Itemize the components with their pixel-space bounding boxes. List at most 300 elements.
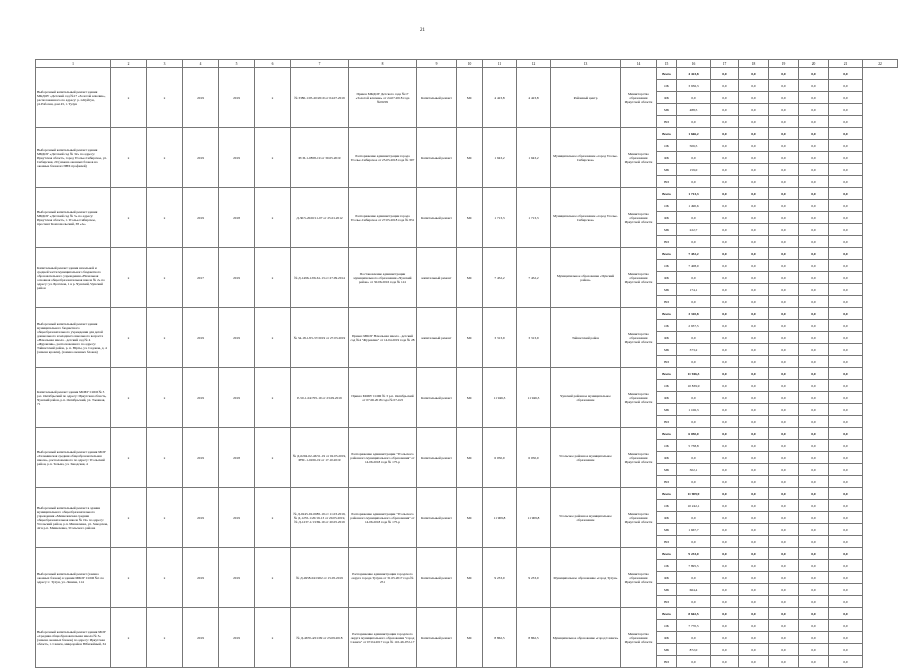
table-cell: Постановление администрации муниципального образования «Чунский район» от 30.06.2016 года № 141	[349, 248, 417, 308]
funding-source-label: МБ	[657, 404, 677, 416]
funding-value: 0,0	[711, 536, 739, 548]
table-cell: х	[147, 428, 183, 488]
table-cell: х	[111, 188, 147, 248]
table-cell: № 3380-1/05-20/2019 от 04.07.2019	[291, 68, 349, 128]
funding-value: 0,0	[799, 212, 829, 224]
column-number: 16	[677, 60, 711, 68]
column-number: 3	[147, 60, 183, 68]
funding-value: 0,0	[769, 116, 799, 128]
funding-value: 0,0	[739, 380, 769, 392]
funding-value: 7 408,0	[677, 260, 711, 272]
funding-value: 0,0	[711, 548, 739, 560]
funding-value: 0,0	[829, 584, 863, 596]
funding-value: 0,0	[739, 188, 769, 200]
funding-value: 0,0	[799, 524, 829, 536]
funding-value: 0,0	[711, 392, 739, 404]
table-cell: Усольское районное муниципальное образование	[551, 428, 621, 488]
table-cell: Министерство образования Иркутской области	[621, 368, 657, 428]
funding-value: 0,0	[799, 152, 829, 164]
funding-value: 0,0	[829, 332, 863, 344]
funding-value: 0,0	[799, 200, 829, 212]
funding-value: 0,0	[711, 632, 739, 644]
funding-value: 0,0	[677, 356, 711, 368]
funding-value: 0,0	[799, 584, 829, 596]
table-cell: капитальный ремонт	[417, 248, 457, 308]
funding-source-label: МБ	[657, 584, 677, 596]
funding-value: 0,0	[739, 80, 769, 92]
funding-value: 3 310,8	[677, 308, 711, 320]
funding-value: 0,0	[677, 596, 711, 608]
funding-value: 0,0	[739, 68, 769, 80]
table-cell: капитальный ремонт	[417, 308, 457, 368]
funding-value: 0,0	[711, 584, 739, 596]
table-cell: х	[111, 128, 147, 188]
funding-source-label: ОБ	[657, 560, 677, 572]
table-cell: Министерство образования Иркутской области	[621, 428, 657, 488]
funding-source-label: Всего	[657, 608, 677, 620]
funding-value: 6 050,0	[677, 428, 711, 440]
table-cell: Капитальный ремонт	[417, 188, 457, 248]
funding-value: 0,0	[739, 536, 769, 548]
funding-value: 0,0	[677, 452, 711, 464]
column-number: 9	[417, 60, 457, 68]
funding-source-label: Всего	[657, 248, 677, 260]
table-cell: МС	[457, 308, 483, 368]
funding-value: 0,0	[829, 524, 863, 536]
funding-value: 0,0	[769, 308, 799, 320]
table-cell: х	[255, 308, 291, 368]
funding-source-label: ВИ	[657, 476, 677, 488]
funding-source-label: МБ	[657, 164, 677, 176]
funding-value: 0,0	[829, 512, 863, 524]
table-cell: 9 233,0	[483, 548, 517, 608]
table-cell: х	[255, 428, 291, 488]
table-cell: х	[111, 488, 147, 548]
funding-value: 0,0	[711, 212, 739, 224]
funding-value: 0,0	[711, 500, 739, 512]
funding-value: 174,1	[677, 284, 711, 296]
column-number: 6	[255, 60, 291, 68]
table-cell: Капитальный ремонт	[417, 608, 457, 668]
funding-value: 0,0	[739, 656, 769, 668]
table-cell: х	[147, 128, 183, 188]
funding-source-label: ОБ	[657, 500, 677, 512]
funding-value: 7 895,5	[677, 560, 711, 572]
funding-value: 0,0	[739, 308, 769, 320]
column-number: 22	[863, 60, 898, 68]
funding-value: 8 662,5	[677, 608, 711, 620]
table-cell: х	[111, 428, 147, 488]
funding-value: 0,0	[829, 404, 863, 416]
table-cell: х	[255, 548, 291, 608]
funding-value: 0,0	[769, 68, 799, 80]
funding-source-label: МБ	[657, 644, 677, 656]
funding-value: 0,0	[739, 644, 769, 656]
table-cell: 2019	[183, 128, 219, 188]
funding-value: 0,0	[799, 656, 829, 668]
table-cell: 2019	[219, 368, 255, 428]
table-cell: Капитальный ремонт	[417, 548, 457, 608]
funding-value: 0,0	[739, 320, 769, 332]
funding-value: 0,0	[769, 440, 799, 452]
funding-value: 0,0	[829, 632, 863, 644]
table-cell: 6 050,0	[483, 428, 517, 488]
funding-value: 0,0	[769, 608, 799, 620]
funding-value: 0,0	[739, 464, 769, 476]
funding-value: 0,0	[711, 236, 739, 248]
funding-value: 0,0	[739, 140, 769, 152]
funding-value: 0,0	[711, 488, 739, 500]
funding-value: 0,0	[677, 632, 711, 644]
funding-value: 0,0	[739, 224, 769, 236]
funding-value: 664,4	[677, 584, 711, 596]
funding-value: 0,0	[799, 560, 829, 572]
table-row	[36, 188, 898, 200]
funding-value: 0,0	[739, 164, 769, 176]
table-cell: 11 909,8	[517, 488, 551, 548]
funding-value: 506,5	[677, 140, 711, 152]
funding-value: 7 770,5	[677, 620, 711, 632]
table-cell: 2019	[183, 308, 219, 368]
funding-value: 0,0	[711, 104, 739, 116]
table-cell: 1 713,3	[517, 188, 551, 248]
funding-value: 3 936,3	[677, 80, 711, 92]
table-cell: Капитальный ремонт	[417, 68, 457, 128]
column-number: 5	[219, 60, 255, 68]
funding-value: 0,0	[711, 200, 739, 212]
funding-value: 0,0	[829, 212, 863, 224]
funding-value: 0,0	[799, 344, 829, 356]
table-cell: х	[111, 608, 147, 668]
funding-value: 0,0	[769, 296, 799, 308]
funding-source-label: ОБ	[657, 260, 677, 272]
table-cell: Приказ МОБУ СОШ № 3 р.п. Октябрьский от 07.06.2018 года № 07-ОЛ	[349, 368, 417, 428]
table-cell: МС	[457, 548, 483, 608]
column-number-row	[36, 60, 898, 68]
funding-source-label: МБ	[657, 464, 677, 476]
table-cell: Министерство образования Иркутской области	[621, 188, 657, 248]
funding-source-label: ОБ	[657, 620, 677, 632]
funding-value: 0,0	[799, 116, 829, 128]
funding-value: 0,0	[739, 296, 769, 308]
funding-value: 0,0	[769, 248, 799, 260]
table-cell: х	[147, 548, 183, 608]
funding-value: 0,0	[799, 320, 829, 332]
table-cell: 11 946,3	[483, 368, 517, 428]
funding-value: 0,0	[711, 560, 739, 572]
table-row	[36, 428, 898, 440]
funding-value: 0,0	[799, 308, 829, 320]
table-cell: Министерство образования Иркутской области	[621, 68, 657, 128]
table-cell: Муниципальное образование «Чунский район»	[551, 248, 621, 308]
funding-source-label: ВИ	[657, 656, 677, 668]
funding-source-label: Всего	[657, 548, 677, 560]
funding-value: 0,0	[739, 416, 769, 428]
funding-value: 0,0	[711, 596, 739, 608]
funding-value: 0,0	[739, 284, 769, 296]
funding-source-label: ФБ	[657, 152, 677, 164]
funding-value: 0,0	[769, 572, 799, 584]
column-number: 15	[657, 60, 677, 68]
funding-value: 0,0	[739, 584, 769, 596]
column-number: 1	[36, 60, 111, 68]
funding-value: 0,0	[711, 224, 739, 236]
funding-source-label: ВИ	[657, 176, 677, 188]
funding-value: 0,0	[677, 236, 711, 248]
funding-value: 0,0	[829, 656, 863, 668]
table-cell: Капитальный ремонт	[417, 488, 457, 548]
funding-value: 0,0	[799, 356, 829, 368]
funding-value: 0,0	[829, 200, 863, 212]
table-cell: х	[255, 488, 291, 548]
funding-value: 0,0	[711, 332, 739, 344]
funding-value: 0,0	[799, 284, 829, 296]
table-cell: 8 862,5	[483, 608, 517, 668]
table-cell: Выборочный капитальный ремонт здания МКДОУ «Детский сад №17 «Золотой ключик», расположенного по адресу: р. п.Куйтун, ул.Рабочая, дом 45, г. Тулун	[36, 68, 111, 128]
funding-value: 0,0	[769, 464, 799, 476]
funding-source-label: ОБ	[657, 320, 677, 332]
funding-source-label: Всего	[657, 308, 677, 320]
funding-value: 0,0	[711, 656, 739, 668]
funding-value: 0,0	[799, 128, 829, 140]
funding-value: 0,0	[739, 272, 769, 284]
table-cell: 11 946,3	[517, 368, 551, 428]
funding-value: 0,0	[799, 488, 829, 500]
funding-value: 0,0	[799, 332, 829, 344]
table-cell: МС	[457, 488, 483, 548]
table-cell: Распоряжение администрации городского округа города Тулуна от 31.05.2017 года № 251	[349, 548, 417, 608]
funding-value: 0,0	[739, 428, 769, 440]
funding-value: 0,0	[829, 296, 863, 308]
table-cell: 1 943,2	[483, 128, 517, 188]
funding-value: 0,0	[829, 608, 863, 620]
funding-value: 0,0	[799, 368, 829, 380]
funding-value: 872,0	[677, 644, 711, 656]
funding-value: 0,0	[769, 368, 799, 380]
funding-value: 0,0	[769, 344, 799, 356]
funding-value: 0,0	[711, 512, 739, 524]
funding-value: 0,0	[711, 356, 739, 368]
table-cell: МС	[457, 68, 483, 128]
table-cell: № Д-0204-02-46/51-19 от 02.05.2019, РНС-1-0456-19 от 17.10.2019	[291, 428, 349, 488]
funding-source-label: МБ	[657, 524, 677, 536]
funding-value: 0,0	[769, 452, 799, 464]
table-cell: Д-30/5-2020/11-07 от 25.01.2012	[291, 188, 349, 248]
table-cell: МС	[457, 188, 483, 248]
table-cell: Чунский районное муниципальное образование	[551, 368, 621, 428]
funding-value: 0,0	[769, 392, 799, 404]
table-cell: 7 452,2	[517, 248, 551, 308]
funding-value: 0,0	[739, 524, 769, 536]
funding-value: 0,0	[829, 464, 863, 476]
funding-value: 0,0	[711, 296, 739, 308]
table-cell: Выборочный капитальный ремонт в здании муниципального общеобразовательного учреждения «Мишелевская средняя общеобразовательная школа № 19» по адресу: Усольский район, р.п. Мишелевка, ул. Заводская, 42 в р.п. Мишелевка, Усольского района	[36, 488, 111, 548]
funding-value: 0,0	[769, 476, 799, 488]
funding-value: 0,0	[799, 164, 829, 176]
funding-value: 0,0	[739, 572, 769, 584]
funding-source-label: ФБ	[657, 272, 677, 284]
funding-source-label: ФБ	[657, 392, 677, 404]
funding-value: 7 452,2	[677, 248, 711, 260]
funding-value: 0,0	[677, 296, 711, 308]
funding-value: 0,0	[769, 488, 799, 500]
funding-value: 0,0	[739, 116, 769, 128]
funding-value: 0,0	[829, 572, 863, 584]
funding-value: 0,0	[799, 512, 829, 524]
funding-value: 0,0	[799, 428, 829, 440]
table-cell: х	[111, 368, 147, 428]
funding-value: 0,0	[799, 92, 829, 104]
table-cell: Распоряжение администрации "Усольского районного муниципального образования" от 14.06.2018 года № 175-р	[349, 428, 417, 488]
funding-value: 0,0	[769, 380, 799, 392]
table-cell: 2019	[183, 428, 219, 488]
funding-source-label: ФБ	[657, 92, 677, 104]
column-number: 10	[457, 60, 483, 68]
funding-value: 0,0	[799, 392, 829, 404]
funding-value: 0,0	[769, 236, 799, 248]
table-cell: 3 313,9	[483, 308, 517, 368]
table-cell: РСП-1-0858-19 от 30.05.2019	[291, 128, 349, 188]
funding-value: 0,0	[769, 212, 799, 224]
funding-value: 0,0	[739, 404, 769, 416]
funding-value: 0,0	[769, 224, 799, 236]
funding-value: 0,0	[711, 152, 739, 164]
funding-value: 0,0	[677, 512, 711, 524]
table-cell: МС	[457, 428, 483, 488]
table-cell: Капитальный ремонт здания МОБУ СОШ № 3 р.п. Октябрьский по адресу: Иркутская область, Чунский район, р.п. Октябрьский, ул. Таежная, 71	[36, 368, 111, 428]
funding-source-label: ОБ	[657, 440, 677, 452]
funding-source-label: МБ	[657, 284, 677, 296]
funding-source-label: ОБ	[657, 200, 677, 212]
funding-source-label: ВИ	[657, 236, 677, 248]
column-number: 21	[829, 60, 863, 68]
funding-value: 302,1	[677, 464, 711, 476]
funding-value: 0,0	[739, 452, 769, 464]
funding-value: 0,0	[799, 68, 829, 80]
funding-value: 0,0	[711, 416, 739, 428]
funding-value: 0,0	[677, 656, 711, 668]
table-cell: 2019	[219, 308, 255, 368]
table-cell: 2019	[219, 248, 255, 308]
funding-value: 0,0	[769, 152, 799, 164]
funding-value: 0,0	[711, 644, 739, 656]
funding-value: 0,0	[829, 116, 863, 128]
funding-value: 0,0	[677, 92, 711, 104]
funding-value: 0,0	[677, 212, 711, 224]
table-cell: х	[255, 128, 291, 188]
funding-value: 0,0	[799, 536, 829, 548]
funding-value: 0,0	[739, 620, 769, 632]
funding-value: 0,0	[829, 176, 863, 188]
table-cell: Выборочный капитальный ремонт (замена оконных блоков) в здании МБОУ СОШ №1 по адресу: г. Тулун, ул. Ленина, 114	[36, 548, 111, 608]
funding-value: 0,0	[711, 452, 739, 464]
funding-value: 0,0	[711, 572, 739, 584]
column-number: 2	[111, 60, 147, 68]
funding-value: 0,0	[799, 140, 829, 152]
funding-source-label: МБ	[657, 224, 677, 236]
funding-value: 0,0	[829, 68, 863, 80]
table-row	[36, 488, 898, 500]
funding-source-label: Всего	[657, 428, 677, 440]
funding-value: 0,0	[829, 428, 863, 440]
funding-value: 0,0	[677, 176, 711, 188]
table-cell: Капитальный ремонт	[417, 368, 457, 428]
column-number: 7	[291, 60, 349, 68]
funding-value: 0,0	[799, 248, 829, 260]
funding-value: 9 233,0	[677, 548, 711, 560]
funding-value: 0,0	[829, 224, 863, 236]
funding-value: 0,0	[769, 500, 799, 512]
funding-value: 0,0	[829, 644, 863, 656]
funding-value: 1 713,3	[677, 188, 711, 200]
funding-value: 0,0	[677, 416, 711, 428]
table-cell: Распоряжение администрации города Усолье-Сибирское от 25.05.2018 года № 397	[349, 128, 417, 188]
funding-value: 0,0	[769, 140, 799, 152]
table-cell: Распоряжение администрации города Усолье-Сибирское от 27.05.2018 года № 831	[349, 188, 417, 248]
funding-value: 0,0	[769, 80, 799, 92]
table-row	[36, 128, 898, 140]
funding-value: 1 666,2	[677, 128, 711, 140]
funding-value: 0,0	[769, 644, 799, 656]
funding-value: 0,0	[711, 176, 739, 188]
funding-value: 0,0	[711, 464, 739, 476]
funding-value: 0,0	[799, 236, 829, 248]
table-cell: х	[255, 188, 291, 248]
funding-value: 0,0	[829, 248, 863, 260]
funding-value: 0,0	[799, 548, 829, 560]
column-number: 19	[769, 60, 799, 68]
table-cell: Распоряжение администрации городского округа муниципального образования "город Саянск" от 07.04.2017 года № 110-46-072-17	[349, 608, 417, 668]
table-cell: МС	[457, 608, 483, 668]
funding-value: 0,0	[799, 452, 829, 464]
table-row	[36, 308, 898, 320]
funding-value: 0,0	[799, 188, 829, 200]
funding-value: 0,0	[711, 272, 739, 284]
funding-value: 0,0	[711, 188, 739, 200]
funding-value: 0,0	[769, 620, 799, 632]
funding-value: 0,0	[799, 416, 829, 428]
funding-source-label: МБ	[657, 344, 677, 356]
funding-value: 0,0	[829, 488, 863, 500]
table-cell: 1 713,3	[483, 188, 517, 248]
funding-value: 0,0	[769, 584, 799, 596]
table-cell: х	[147, 188, 183, 248]
funding-value: 0,0	[799, 296, 829, 308]
funding-value: 0,0	[769, 272, 799, 284]
table-cell: 3 313,9	[517, 308, 551, 368]
table-cell: х	[255, 368, 291, 428]
funding-value: 0,0	[829, 536, 863, 548]
table-cell: МС	[457, 368, 483, 428]
funding-value: 0,0	[739, 500, 769, 512]
funding-value: 0,0	[769, 200, 799, 212]
table-cell: Муниципальное образование «город Усолье-Сибирское»	[551, 188, 621, 248]
funding-value: 0,0	[799, 608, 829, 620]
column-number: 8	[349, 60, 417, 68]
funding-value: 0,0	[799, 464, 829, 476]
table-row	[36, 368, 898, 380]
table-cell: х	[255, 608, 291, 668]
funding-value: 0,0	[769, 356, 799, 368]
column-number: 14	[621, 60, 657, 68]
funding-value: 0,0	[739, 488, 769, 500]
table-cell: МС	[457, 248, 483, 308]
funding-value: 0,0	[799, 500, 829, 512]
table-cell: Выборочный капитальный ремонт здания МОУ «Средняя общеобразовательная школа № 3» (замена оконных блоков) по адресу: Иркутская область, г. Саянск, микрорайон Юбилейный, 34	[36, 608, 111, 668]
table-cell: 8 862,5	[517, 608, 551, 668]
funding-value: 0,0	[739, 368, 769, 380]
table-cell: 2019	[183, 188, 219, 248]
